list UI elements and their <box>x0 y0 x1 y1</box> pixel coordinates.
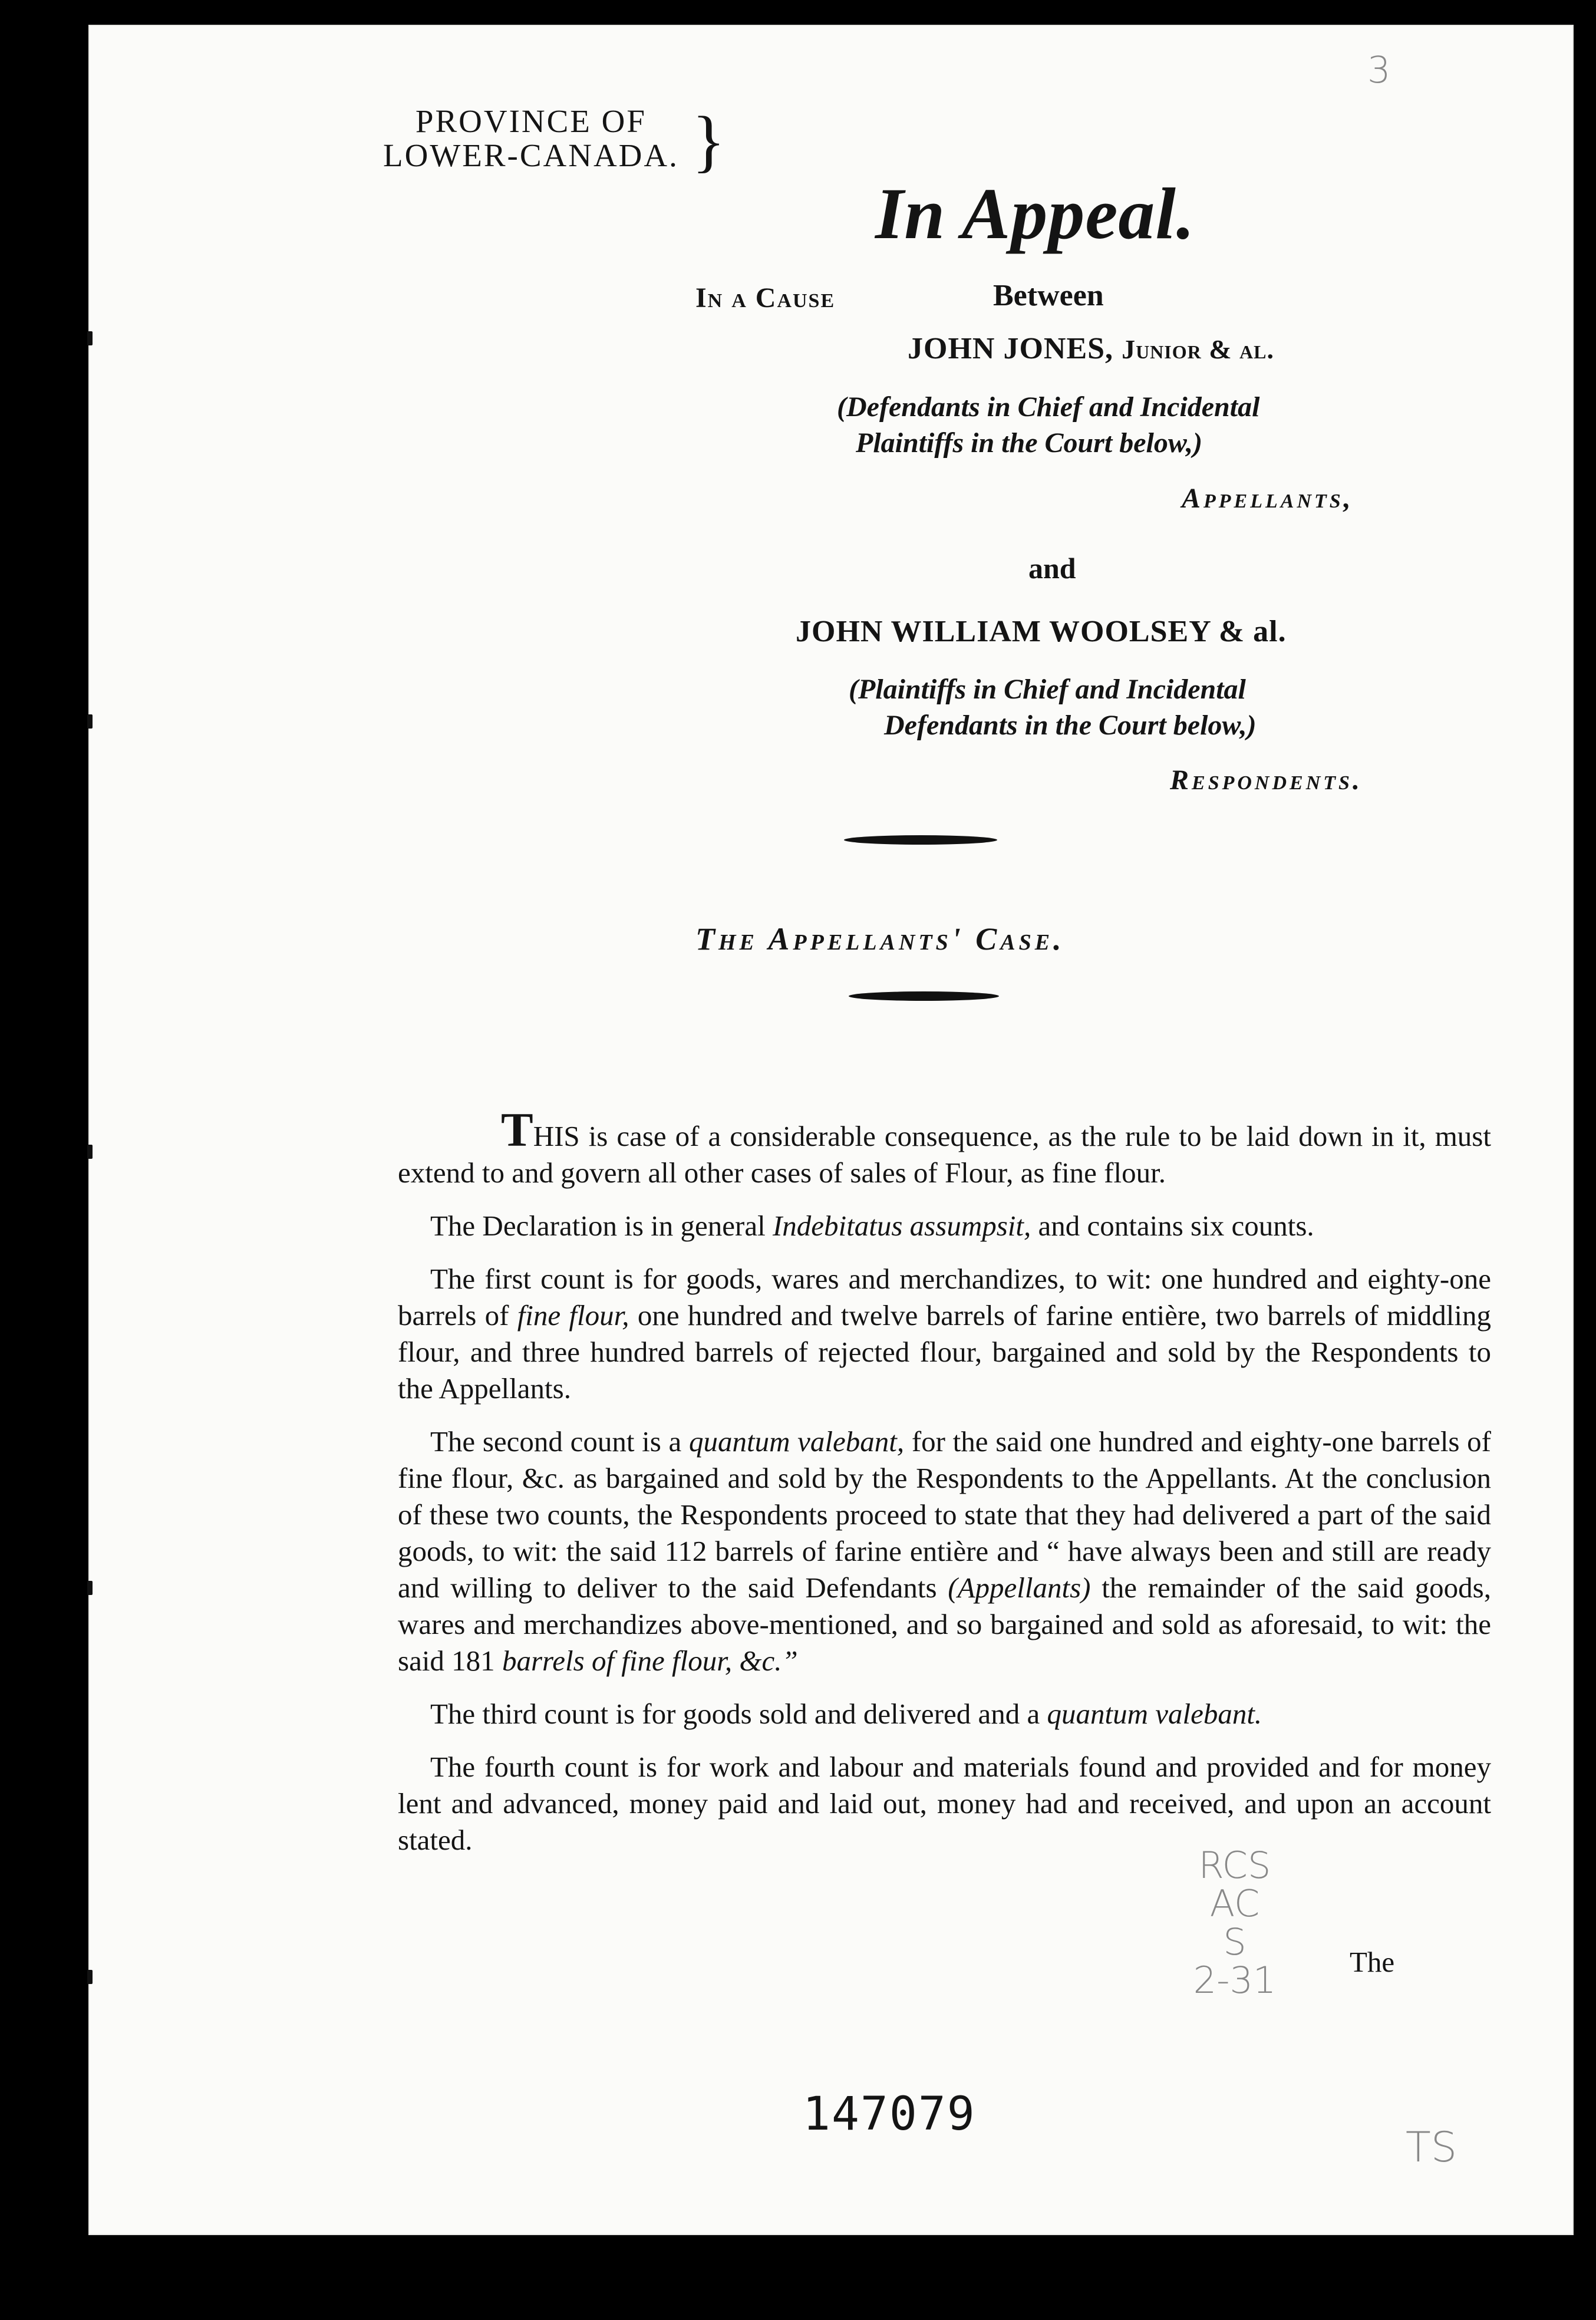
province-heading <box>383 104 679 173</box>
appellant-description <box>837 389 1259 462</box>
italic-term: barrels of fine flour, &c.” <box>502 1645 798 1677</box>
description-line: (Defendants in Chief and Incidental <box>837 391 1260 423</box>
province-brace: } <box>692 102 726 179</box>
paragraph <box>398 1261 1491 1407</box>
pencil-page-number: 3 <box>1367 48 1391 91</box>
case-body <box>398 1103 1492 1875</box>
pencil-annotation <box>1191 1844 1279 2002</box>
binding-mark <box>87 1145 93 1159</box>
paragraph-text: the remainder of the said goods, wares and merchandizes above-mentioned, and so bargained and sold as aforesaid, to wit: the said 181 <box>398 1571 1492 1677</box>
description-line: (Plaintiffs in Chief and Incidental <box>849 674 1246 705</box>
in-a-cause-label: In a Cause <box>695 282 836 314</box>
pencil-line: 2-31 <box>1193 1959 1277 2002</box>
description-line: Defendants in the Court below,) <box>884 710 1257 742</box>
paragraph-text: The first count is for goods, wares and merchandizes, to wit: one hundred and eighty-one barrels of <box>398 1263 1491 1332</box>
appellant-name-text: JOHN JONES, <box>908 332 1114 365</box>
binding-mark <box>87 1581 93 1595</box>
document-title: In Appeal. <box>875 173 1195 254</box>
italic-term: fine flour, <box>517 1299 629 1332</box>
paragraph <box>398 1208 1491 1244</box>
paragraph <box>398 1103 1491 1191</box>
italic-term: quantum valebant, <box>688 1425 905 1458</box>
paragraph-text: The second count is a <box>430 1425 682 1458</box>
province-line: PROVINCE OF <box>415 103 647 139</box>
province-line: LOWER-CANADA. <box>383 137 679 173</box>
paragraph-text: HIS is case of a considerable consequence, as the rule to be laid down in it, must extend to and govern all other cases of sales of Flour, as fine flour. <box>398 1120 1491 1189</box>
accession-number-stamp: 147079 <box>803 2088 976 2141</box>
appellant-suffix: Junior & al. <box>1122 334 1275 364</box>
paragraph-text: for the said one hundred and eighty-one barrels of fine flour, &c. as bargained and sold by the Respondents to the Appellants. At the conclusion of these two counts, the Respondents proceed to state that they had delivered a part of the said goods, to wit: the said 112 barrels of farine entière and “ have always been and still are ready and willing to deliver to the said Defendants <box>398 1425 1492 1604</box>
paragraph <box>398 1749 1491 1858</box>
binding-mark <box>87 331 93 345</box>
paragraph-text: The fourth count is for work and labour and materials found and provided and for money lent and advanced, money paid and laid out, money had and received, and upon an account stated. <box>398 1751 1491 1856</box>
paragraph <box>398 1423 1491 1679</box>
italic-term: Indebitatus assumpsit, <box>772 1210 1031 1242</box>
paragraph-text: and contains six counts. <box>1038 1210 1314 1242</box>
respondents-label: Respondents. <box>1170 764 1363 796</box>
ornamental-rule <box>849 991 999 1001</box>
paragraph <box>398 1696 1491 1732</box>
respondent-name: JOHN WILLIAM WOOLSEY & al. <box>796 615 1287 648</box>
respondent-description <box>849 671 1257 744</box>
ornamental-rule <box>844 835 997 845</box>
appellant-name <box>908 331 1274 366</box>
binding-mark <box>87 1970 93 1984</box>
paragraph-text: one hundred and twelve barrels of farine entière, two barrels of middling flour, and three hundred barrels of rejected flour, bargained and sold by the Respondents to the Appellants. <box>398 1299 1492 1405</box>
italic-term: (Appellants) <box>948 1571 1091 1604</box>
paragraph-text: The Declaration is in general <box>430 1210 766 1242</box>
paragraph-text: The third count is for goods sold and delivered and a <box>430 1698 1040 1730</box>
binding-mark <box>87 714 93 729</box>
drop-cap: T <box>501 1103 533 1156</box>
document-page <box>88 25 1574 2235</box>
description-line: Plaintiffs in the Court below,) <box>856 427 1203 459</box>
appellants-label: Appellants, <box>1182 483 1354 514</box>
italic-term: quantum valebant. <box>1047 1698 1262 1730</box>
and-label: and <box>1028 552 1076 585</box>
pencil-line: AC <box>1209 1882 1260 1926</box>
pencil-line: S <box>1223 1920 1247 1964</box>
catchword: The <box>1350 1946 1395 1978</box>
pencil-annotation: TS <box>1406 2123 1457 2171</box>
between-label: Between <box>993 279 1104 312</box>
case-title: The Appellants' Case. <box>695 921 1065 957</box>
pencil-line: RCS <box>1198 1844 1271 1887</box>
